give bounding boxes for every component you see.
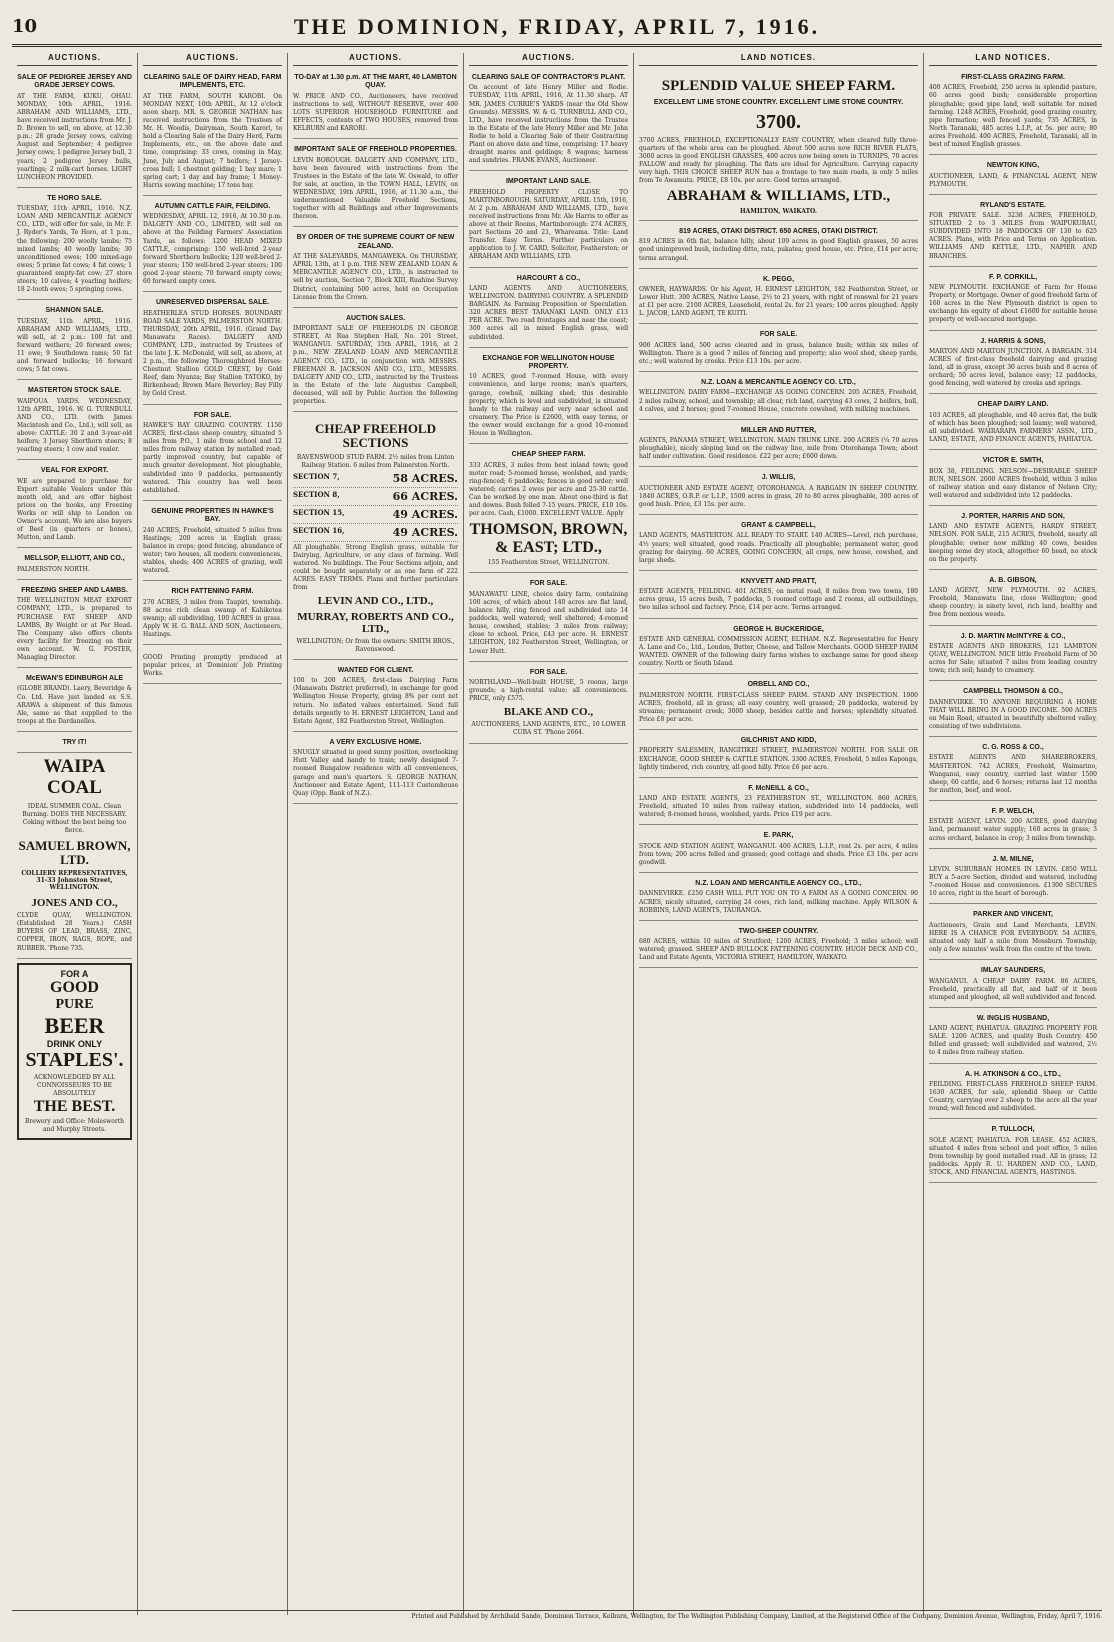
- ad-body: 270 ACRES, 3 miles from Taupiri, township. 88 acres rich clean swamp of Kahiketea swamp; all subdividing, 100 ACRES in grass. Apply W. H. G. BALL AND SON, Auctioneers, Hastings.: [143, 598, 282, 638]
- advertisement: [469, 352, 628, 445]
- advertisement: [929, 853, 1097, 905]
- ad-heading: GILCHRIST AND KIDD,: [740, 737, 817, 745]
- ad-body: SOLE AGENT, PAHIATUA. FOR LEASE. 452 ACRES, situated 4 miles from school and post office, 5 miles from township by good metalled road. All in grass; 12 paddocks. Apply R. U. HARDEN AND CO., LAND, STOCK, AND FINANCIAL AGENTS, HASTINGS.: [929, 1136, 1097, 1177]
- ad-heading: SHANNON SALE.: [45, 307, 104, 315]
- advertisement: [929, 454, 1097, 506]
- ad-heading: W. INGLIS HUSBAND,: [976, 1014, 1050, 1022]
- ad-body: LAND AGENT, PAHIATUA. GRAZING PROPERTY FOR SALE. 1200 ACRES, and quality Bush Country. 450 felled and grassed; well subdivided and watered, 2½ to 4 miles from railway station.: [929, 1025, 1097, 1057]
- advertisement: [143, 71, 282, 196]
- advertisement: [639, 273, 918, 325]
- advertisement: [929, 159, 1097, 195]
- ad-body: HAWKE'S BAY GRAZING COUNTRY. 1150 ACRES, first-class sheep country, situated 5 miles from P.O., 1 mile from school and 12 miles from railway station by metalled road; partly improved country, but capable of much greater development. Not ploughable, subdivided into 9 paddocks, permanently watered. This country has well been established.: [143, 421, 282, 494]
- ad-heading: CAMPBELL THOMSON & CO.,: [963, 688, 1063, 696]
- murray-text: WELLINGTON; Or from the owners: SMITH BROS., Ravenswood.: [296, 637, 455, 653]
- exclusive-text: SNUGLY situated in good sunny position, overlooking Hutt Valley and handy to train; newly designed 7-roomed Bungalow residence with all conveniences, garage and man's quarters. S. GEORGE NATHAN, Auctioneer and Estate Agent, 111-113 Customhouse Quay (Opp. Bank of N.Z.).: [293, 749, 458, 797]
- ad-heading: J. D. MARTIN McINTYRE & CO.,: [960, 632, 1066, 640]
- ad-heading: J. WILLIS,: [761, 474, 796, 482]
- ad-body: ESTATE AGENT, LEVIN. 200 ACRES, good dairying land, permanent water supply; 160 acres in grass; 3 acres orchard, balance in crop; 3 miles from township.: [929, 818, 1097, 842]
- ad-heading: FOR SALE.: [759, 331, 798, 339]
- advertisement: [929, 271, 1097, 331]
- ad-body: LEVIN BOROUGH. DALGETY AND COMPANY, LTD., have been favoured with instructions from the Trustees in the Estate of the late W. Oswald, to offer for sale, at auction, in the TOWN HALL, LEVIN, on WEDNESDAY, 19th APRIL, 1916, at 11.30 a.m., the undermentioned Valuable Freehold Sections, together with all Buildings and other Improvements thereon.: [293, 156, 458, 221]
- ad-body: LAND AGENT, NEW PLYMOUTH. 92 ACRES, Freehold, Manawatu line, close Wellington; good sheep country; is ninety level, rich land, healthy and free from noxious weeds.: [929, 587, 1097, 619]
- splendid-acres: 3700.: [756, 110, 801, 133]
- ad-body: LAND AND ESTATE AGENTS, HARDY STREET, NELSON. FOR SALE, 215 ACRES, freehold, nearly all ploughable; owner now milking 40 cows, besides keeping some dry stock, altogether 60 head, no stock on the property.: [929, 523, 1097, 563]
- advertisement: [929, 805, 1097, 849]
- ad-heading: MILLER AND RUTTER,: [740, 426, 817, 434]
- advertisement: [639, 877, 918, 921]
- ad-body: WE are prepared to purchase for Export suitable Vealers under this month old, and are offer highest prices on the hooks, any Freezing Works or will ship to London on Owner's account. We are also buyers of Beef (in quarters or bones), Mutton, and Lamb.: [17, 477, 132, 542]
- ad-body: TUESDAY, 11th APRIL, 1916. N.Z. LOAN AND MERCANTILE AGENCY CO., LTD., will offer for sale, in Mr. F. J. Ryder's Yards, Te Horo, at 1 p.m., the following: 200 woolly lambs; 75 mixed lambs; 40 woolly lambs; 30 unconditioned ewes; 100 mixed-age ewes; 5 prime fat cows; 4 fat cows; 1 guaranteed empty-fat cow; 27 store steers; 10 calves; 4 yearling heifers; 18 2-tooth ewes; 5 springing cows.: [17, 205, 132, 294]
- ad-body: (GLOBE BRAND). Laery, Beveridge & Co. Ltd. Have just landed ex S.S. ARAWA a shipment of this famous Ale, same as that supplied to the troops at the Dardanelles.: [17, 685, 132, 725]
- ad-heading: UNRESERVED DISPERSAL SALE.: [156, 299, 269, 307]
- sections-list: [293, 470, 458, 542]
- section-label: SECTION 15,: [293, 507, 345, 517]
- advertisement: [639, 575, 918, 619]
- ad-heading: GRANT & CAMPBELL,: [741, 522, 816, 530]
- jones-text: CLYDE QUAY, WELLINGTON. (Established 28 Years.) CASH BUYERS OF LEAD, BRASS, ZINC, COPPER, IRON, RAGS, ROPE, and RUBBER. 'Phone 735.: [17, 912, 132, 952]
- ad-body: Auctioneers, Grain and Land Merchants, LEVIN. HERE IS A CHANCE FOR EVERYBODY. 54 ACRES, situated only half a mile from Mossburn Township; only a few minutes' walk from the centre of the town.: [929, 921, 1097, 954]
- column-3: [288, 53, 464, 1615]
- ad-heading: A. B. GIBSON,: [989, 576, 1037, 584]
- ad-heading: N.Z. LOAN & MERCANTILE AGENCY CO. LTD.,: [701, 379, 856, 387]
- beer-brand: STAPLES'.: [25, 1048, 124, 1071]
- ad-body: BOX 38, FEILDING. NELSON—DESIRABLE SHEEP RUN, NELSON. 2000 ACRES freehold, within 3 miles of railway station and easy distance of Nelson City; well watered and subdivided into 12 paddocks.: [929, 467, 1097, 499]
- ad-heading: SALE OF PEDIGREE JERSEY AND GRADE JERSEY COWS.: [17, 74, 132, 90]
- advertisement: [639, 471, 918, 515]
- beer-good: GOOD: [50, 978, 99, 996]
- jones-heading: JONES AND CO.,: [31, 897, 118, 910]
- ad-body: PALMERSTON NORTH.: [17, 565, 90, 573]
- ad-heading: EXCHANGE FOR WELLINGTON HOUSE PROPERTY.: [482, 354, 615, 370]
- ad-heading: C. G. ROSS & CO.,: [982, 744, 1044, 752]
- blake-signature: BLAKE AND CO.,: [503, 706, 594, 719]
- ad-body: AT THE FARM, KUKU, OHAU. MONDAY, 10th APRIL, 1916. ABRAHAM AND WILLIAMS, LTD., have received instructions from Mr. J. D. Brown to sell, on above, at 12.30 p.m.: 28 grade Jersey cows, calving August and September; 4 pedigree Jersey cows; 1 pedigree Jersey bull, 2 years; 2 pedigree Jersey bulls, yearlings; 2 milk-cart horses. LIGHT LUNCHEON PROVIDED.: [17, 92, 132, 181]
- advertisement: [17, 672, 132, 732]
- ad-body: HEATHERLEA STUD HORSES. BOUNDARY ROAD SALE YARDS, PALMERSTON NORTH. THURSDAY, 20th APRIL, 1916. (Grand Day Manawatu Races). DALGETY AND COMPANY, LTD., instructed by Trustees of the late J. K. McDonald, will sell, as above, at 2 p.m., the following Thoroughbred Horses: Chestnut Stallion GOLD CREST, by Gold Reef, dam Nyanza; Bay Stallion TATOKO, by Birkenhead; Brown Mare Beverley; Bay Filly by Gold Crest.: [143, 309, 282, 398]
- advertisement: [293, 71, 458, 139]
- ad-list: [469, 71, 628, 444]
- column-heading: AUCTIONS.: [293, 53, 458, 66]
- ad-body: AT THE FARM, SOUTH KAROBI. On MONDAY NEXT, 10th APRIL, At 12 o'clock noon sharp. MR. S. GEORGE NATHAN has received instructions from the Trustees of Mr. H. Woodis, Dairyman, South Karori, to hold a Clearing Sale of the Dairy Herd, Farm Implements, etc., on the above date and time, comprising: 33 cows, coming in May, June, July and August; 7 heifers; 1 Jersey-cross bull; 1 chestnut gelding; 1 bay mare; 1 spring cart; 1 day and bay frame; 1 Money-Harris sowing machine; 17 tons hay.: [143, 92, 282, 189]
- ad-heading: K. PEGG,: [762, 275, 795, 283]
- section-label: SECTION 16,: [293, 525, 345, 535]
- advertisement: [17, 464, 132, 548]
- column-heading: AUCTIONS.: [469, 53, 628, 66]
- ad-list: [293, 71, 458, 412]
- ad-body: 103 ACRES, all ploughable, and 40 acres flat, the bulk of which has been ploughed; soil loamy; well watered, all subdivided. WAIRARAPA FARMERS' ASSN., LTD., LAND, ESTATE, AND FINANCE AGENTS, PAHIATUA.: [929, 411, 1097, 444]
- beer-drink-only: DRINK ONLY: [46, 1038, 103, 1049]
- wanted-text: 100 to 200 ACRES, first-class Dairying Farm (Manawatu District preferred), in exchange for good Wellington House Property, giving 8% per cent net return. No inflated values entertained. Send full details urgently to H. ERNEST LEIGHTON, Land and Estate Agent, 182 Featherston Street, Wellington.: [293, 677, 458, 725]
- ad-heading: HARCOURT & CO.,: [516, 274, 581, 282]
- ad-heading: FOR SALE.: [193, 411, 232, 419]
- ad-body: PALMERSTON NORTH. FIRST-CLASS SHEEP FARM. STAND ANY INSPECTION. 1900 ACRES, freehold, all in grass; all easy country, well grassed; 20 paddocks, watered by streams; permanent creek; 3000 sheep, besides cattle and horses; splendidly situated. Price £8 per acre.: [639, 691, 918, 723]
- ad-heading: PARKER AND VINCENT,: [973, 911, 1053, 919]
- column-heading: AUCTIONS.: [143, 53, 282, 66]
- section-acres: 49 ACRES.: [392, 525, 458, 539]
- northland-heading: FOR SALE.: [529, 668, 568, 676]
- section-acres: 49 ACRES.: [392, 507, 458, 521]
- ad-body: ESTATE AND GENERAL COMMISSION AGENT, ELTHAM. N.Z. Representative for Henry A. Lane and Co., Ltd., London, Butter, Cheese, and Tallow Merchants. GOOD SHEEP FARM WANTED. OWNER of the following dairy farms wishes to exchange same for good sheep country. North or South Island.: [639, 635, 918, 668]
- ad-body: W. PRICE AND CO., Auctioneers, have received instructions to sell, WITHOUT RESERVE, over 400 LOTS SUPERIOR HOUSEHOLD FURNITURE and EFFECTS, contents of TWO HOUSES, removed from KELBURN and KARORI.: [293, 92, 458, 133]
- ad-body: ESTATE AGENTS AND SHAREBROKERS, MASTERTON. 742 ACRES, Freehold, Waimarino, Wanganui, easy country, carried last winter 1500 sheep, 60 cattle, and 6 horses; returns last 12 months for mutton, beef, and wool.: [929, 754, 1097, 794]
- advertisement: [929, 908, 1097, 960]
- coal-text: IDEAL SUMMER COAL. Clean Burning. DOES THE NECESSARY. Coking without the best being too fierce.: [22, 803, 127, 835]
- ad-heading: J. M. MILNE,: [992, 855, 1034, 863]
- newspaper-page: [12, 10, 1102, 1620]
- newspaper-title: THE DOMINION, FRIDAY, APRIL 7, 1916.: [293, 14, 821, 39]
- beer-advert: [17, 963, 132, 1140]
- blake-address: AUCTIONEERS, LAND AGENTS, ETC., 10 LOWER CUBA ST. 'Phone 2664.: [471, 721, 626, 737]
- ad-body: AUCTIONEER AND ESTATE AGENT, OTOROHANGA. A BARGAIN IN SHEEP COUNTRY. 1840 ACRES, O.R.P. or L.I.P., 1500 acres in grass, 20 to 80 acres ploughable, 300 acres of good bush. Price, £3 15s. per acre.: [639, 484, 918, 508]
- advertisement: [293, 231, 458, 307]
- ad-body: WEDNESDAY, APRIL 12, 1916, At 10.30 p.m. DALGETY AND CO., LIMITED, will sell on above at the Feilding Farmers' Association Yards, as follows: 1200 HEAD MIXED CATTLE, comprising: 150 well-bred 2-year forward Shorthorn bullocks; 120 well-bred 2-year steers; 150 well-bred 2-year steers; 100 good 2-year steers; 70 forward empty cows; 60 forward empty cows.: [143, 213, 282, 286]
- ad-heading: AUCTION SALES.: [345, 314, 406, 322]
- advertisement: [293, 312, 458, 412]
- coal-title: WAIPA COAL: [43, 756, 106, 799]
- page-number: 10: [12, 16, 38, 37]
- ad-body: 680 ACRES, within 10 miles of Stratford; 1200 ACRES, Freehold; 3 miles school; well watered; grassed. SHEEP AND BULLOCK FATTENING COUNTRY. HUGH DECK AND CO., Land and Estate Agents, VICTORIA STREET, HAMILTON, WAIKATO.: [639, 938, 918, 962]
- section-row: [293, 524, 458, 542]
- sections-text: All ploughable. Strong English grass, suitable for Dairying, Agriculture, or any class of farming. Well watered. No buildings. The Four Sections adjoin, and could be bought separately or as one farm of 222 ACRES. EASY TERMS. Plans and further particulars from: [293, 543, 458, 592]
- advertisement: [639, 623, 918, 675]
- ad-body: WELLINGTON. DAIRY FARM—EXCHANGE AS GOING CONCERN. 205 ACRES, Freehold, 2 miles railway, school, and township; all clear, rich land, carrying 43 cows, 2 heifers, bull, 4 calves, and 2 horses; good 7-roomed House, concrete cowshed, with milking machines.: [639, 389, 918, 413]
- ad-body: DANNEVIRKE. TO ANYONE REQUIRING A HOME THAT WILL BRING IN A GOOD INCOME. 500 ACRES on Main Road, situated in beautifully sheltered valley, consisting of two subdivisions.: [929, 698, 1097, 730]
- thomson-signature: THOMSON, BROWN, & EAST; LTD.,: [469, 521, 628, 556]
- ad-body: GOOD Printing promptly produced at popular prices, at 'Dominion' Job Printing Works.: [143, 654, 282, 678]
- ad-heading: N.Z. LOAN AND MERCANTILE AGENCY CO., LTD.,: [695, 880, 862, 888]
- advertisement: [17, 384, 132, 460]
- advertisement: [17, 192, 132, 300]
- ad-heading: J. HARRIS & SONS,: [980, 337, 1046, 345]
- ad-heading: VICTOR E. SMITH,: [982, 457, 1044, 465]
- advertisement: [17, 71, 132, 188]
- advertisement: [17, 736, 132, 753]
- advertisement: [639, 925, 918, 969]
- splendid-text: 3700 ACRES, FREEHOLD, EXCEPTIONALLY EASY COUNTRY, when cleared fully three-quarters of the whole area can be ploughed. About 500 acres now RICH RIVER FLATS, 3000 acres in good ENGLISH GRASSES, 400 acres now being sown in TURNIPS, 70 acres FALLOW and ready for ploughing. The flats are ideal for Agriculture. Carrying capacity very high. THIS CHOICE SHEEP RUN has a frontage to two main roads, is only 5 miles from Te Awamutu. PRICE, £8 10s. per acre. Good terms arranged.: [639, 136, 918, 185]
- ad-body: On account of late Henry Miller and Rodie. TUESDAY, 11th APRIL, 1916, At 11.30 sharp. AT MR. JAMES CURRIE'S YARDS (near the Old Show Grounds). MESSRS. W. & G. TURNBULL AND CO., LTD., have received instructions from the Trustee in the Estate of the late Henry Miller and Mr. John Rodie to hold a Clearing Sale of their Contracting Plant on above date and time, comprising: 17 heavy draught mares and geldings; 8 wagons; harness and sundries. FRANK EVANS, Auctioneer.: [469, 84, 628, 165]
- ad-heading: RYLAND'S ESTATE.: [980, 201, 1046, 209]
- cheap-freehold-title: CHEAP FREEHOLD SECTIONS: [315, 421, 436, 451]
- section-acres: 58 ACRES.: [392, 471, 458, 485]
- ad-heading: TO-DAY at 1.30 p.m. AT THE MART, 40 LAMBTON QUAY.: [294, 74, 457, 90]
- northland-ad: [469, 666, 628, 744]
- ad-body: LAND AGENTS, MASTERTON. ALL READY TO START. 140 ACRES—Level, rich purchase, 4½ years; well situated, good roads. Practically all ploughable; permanent water, good grazing for dairying. 60 ACRES, GOING CONCERN, all crops, new house, cowshed, and large sheds.: [639, 532, 918, 564]
- beer-for-a: FOR A: [60, 968, 89, 979]
- manawatu-text: MANAWATU LINE, choice dairy farm, containing 100 acres, of which about 140 acres are flat land, balance hilly, ring fenced and subdivided into 14 paddocks, well watered; well sheltered; 4-roomed house, cowshed, stables; 3 miles from railway; close to school. Price, £43 per acre. H. ERNEST LEIGHTON, 182 Featherston Street, Wellington, or Lower Hutt.: [469, 590, 628, 655]
- ad-body: FREEHOLD PROPERTY CLOSE TO MARTINBOROUGH. SATURDAY, APRIL 15th, 1916, At 2 p.m. ABRAHAM AND WILLIAMS, LTD., have received instructions from Mr. Ale Harris to offer as above at their Rooms, Martinborough: 274 ACRES, part Sections 20 and 21, Whareama. Title: Land Transfer. Easy Terms. Further particulars on application to J. W. CARD, Solicitor, Featherston; or ABRAHAM AND WILLIAMS, LTD.: [469, 188, 628, 261]
- advertisement: [929, 630, 1097, 682]
- ad-heading: F. McNEILL & CO.,: [748, 784, 809, 792]
- ad-body: 900 ACRES land, 500 acres cleared and in grass, balance bush; within six miles of Wellington. There is a good 7 miles of fencing and property; also wool shed, sheep yards, etc.; well watered by creeks. Price £13 10s. per acre.: [639, 341, 918, 365]
- ad-heading: F. P. WELCH,: [991, 807, 1035, 815]
- ad-heading: 819 ACRES, OTAKI DISTRICT. 650 ACRES, OTAKI DISTRICT.: [679, 227, 878, 235]
- ad-heading: TRY IT!: [62, 738, 87, 746]
- ad-heading: ORBELL AND CO.,: [747, 681, 810, 689]
- thomson-address: 155 Featherston Street, WELLINGTON.: [487, 559, 610, 567]
- ad-heading: VEAL FOR EXPORT.: [40, 467, 109, 475]
- ad-body: OWNER, HAYWARDS. Or his Agent, H. ERNEST LEIGHTON, 182 Featherston Street, or Lower Hutt. 300 ACRES, Native Lease, 2½ to 21 years, with right of renewal for 21 years at £1 per acre. 2100 ACRES, Leasehold, rental 2s. for 21 years; 100 acres ploughed. Apply L. JACOB, LAND AGENT, TE KUITI.: [639, 286, 918, 318]
- splendid-title: SPLENDID VALUE SHEEP FARM.: [661, 78, 896, 94]
- ad-body: 400 ACRES, Freehold, 250 acres in splendid pasture, 60 acres good bush; considerable proportion ploughable; good pipe land, well suitable for mixed farming. 1248 ACRES, Freehold, good grazing country, pipe formation; well fenced yards; 735 ACRES, in North Taranaki, 485 acres L.I.P., at 5s. per acre; 80 acres Freehold. 400 ACRES, Freehold, Taranaki, all in best of mixed English grasses.: [929, 84, 1097, 149]
- manawatu-heading: FOR SALE.: [529, 580, 568, 588]
- column-heading: LAND NOTICES.: [929, 53, 1097, 66]
- ad-list: [639, 225, 918, 968]
- beer-word: BEER: [44, 1012, 105, 1038]
- ad-body: TUESDAY, 11th APRIL, 1916. ABRAHAM AND WILLIAMS, LTD., will sell, at 2 p.m.: 100 fat and forward wethers; 20 forward ewes; 11 ewe; 9 Southdown rams; 50 fat and forward bullocks; 16 forward cows; 5 fat cows.: [17, 317, 132, 374]
- column-heading: AUCTIONS.: [17, 53, 132, 66]
- column-1: [12, 53, 138, 1615]
- advertisement: [143, 200, 282, 292]
- advertisement: [143, 505, 282, 581]
- beer-best: THE BEST.: [33, 1097, 116, 1115]
- splendid-value-ad: [639, 71, 918, 221]
- exclusive-home-ad: [293, 736, 458, 804]
- section-acres: 66 ACRES.: [392, 489, 458, 503]
- ad-list: [143, 71, 282, 684]
- ad-heading: A. H. ATKINSON & CO., LTD.,: [965, 1070, 1061, 1078]
- ad-heading: F. P. CORKILL,: [988, 273, 1038, 281]
- column-heading: LAND NOTICES.: [639, 53, 918, 66]
- ad-heading: E. PARK,: [763, 832, 794, 840]
- section-row: [293, 506, 458, 524]
- advertisement: [639, 376, 918, 420]
- ad-heading: GEORGE H. BUCKERIDGE,: [733, 625, 824, 633]
- column-6: [924, 53, 1102, 1615]
- column-2: [138, 53, 288, 1615]
- coal-address: COLLIERY REPRESENTATIVES, 31-33 Johnston Street, WELLINGTON.: [21, 870, 128, 892]
- levin-signature: LEVIN AND CO., LTD.,: [317, 595, 434, 608]
- advertisement: [143, 296, 282, 404]
- ad-body: WANGANUI. A CHEAP DAIRY FARM. 86 ACRES, Freehold, practically all flat, and half of it been stumped and ploughed, all well subdivided and fenced.: [929, 977, 1097, 1001]
- manawatu-ad: [469, 577, 628, 661]
- abraham-signature: ABRAHAM & WILLIAMS, LTD.,: [666, 188, 891, 205]
- jones-ad: [17, 891, 132, 959]
- masthead: [12, 10, 1102, 47]
- ad-heading: CLEARING SALE OF DAIRY HEAD, FARM IMPLEMENTS, ETC.: [143, 74, 282, 90]
- cheap-sheep-heading: CHEAP SHEEP FARM.: [511, 451, 586, 459]
- ad-heading: McEWAN'S EDINBURGH ALE: [25, 675, 124, 683]
- ad-body: 819 ACRES in 6th flat, balance hilly, about 109 acres in good English grasses, 50 acres good unimproved bush, including ditto, rata, pukatea; good house, etc. Price, £14 per acre; terms arranged.: [639, 238, 918, 262]
- cheap-freehold-ad: [293, 416, 458, 660]
- advertisement: [17, 584, 132, 668]
- ad-heading: RICH FATTENING FARM.: [171, 588, 254, 596]
- splendid-sub: EXCELLENT LIME STONE COUNTRY. EXCELLENT LIME STONE COUNTRY.: [653, 98, 904, 106]
- ad-heading: TE HORO SALE.: [47, 194, 102, 202]
- ad-heading: GENUINE PROPERTIES IN HAWKE'S BAY.: [151, 507, 274, 524]
- ad-body: WAIPOUA YARDS. WEDNESDAY, 12th APRIL, 1916. W. G. TURNBULL AND CO., LTD. (with James Macintosh and Co., Ltd.), will sell, as above: CATTLE: 30 2 and 3-year-old heifers; 3 Jersey Shorthorn steers; 8 yearling steers; 1 cow and vealer.: [17, 397, 132, 454]
- advertisement: [929, 335, 1097, 395]
- coal-signature: SAMUEL BROWN, LTD.: [18, 837, 131, 867]
- ad-heading: NEWTON KING,: [986, 162, 1040, 170]
- advertisement: [143, 649, 282, 684]
- advertisement: [929, 398, 1097, 450]
- cheap-sheep-ad: [469, 448, 628, 573]
- advertisement: [639, 225, 918, 269]
- section-label: SECTION 8,: [293, 489, 340, 499]
- section-row: [293, 488, 458, 506]
- advertisement: [143, 585, 282, 645]
- murray-signature: MURRAY, ROBERTS AND CO., LTD.,: [297, 610, 454, 635]
- ad-heading: AUTUMN CATTLE FAIR, FEILDING.: [154, 202, 271, 210]
- ad-heading: IMPORTANT SALE OF FREEHOLD PROPERTIES.: [294, 146, 457, 154]
- ad-body: PROPERTY SALESMEN, RANGITIKEI STREET, PALMERSTON NORTH. FOR SALE OR EXCHANGE, GOOD SHEEP & CATTLE STATION. 3300 ACRES, Freehold, 5 miles Kaponga, lightly timbered, rich country, all good hilly. Price £6 per acre.: [639, 747, 918, 771]
- ad-list: [929, 71, 1097, 1183]
- advertisement: [17, 552, 132, 579]
- advertisement: [929, 1123, 1097, 1183]
- ad-body: 240 ACRES, Freehold, situated 5 miles from Hastings; 200 acres in English grass; balance in crops; good fencing, abundance of water; two houses, all modern conveniences, stables, sheds; 400 ACRES of grazing, well watered.: [143, 526, 282, 575]
- ad-body: AT THE SALEYARDS, MANGAWEKA. On THURSDAY, APRIL 13th, at 1 p.m. THE NEW ZEALAND LOAN & MERCANTILE AGENCY CO., LTD., is instructed to sell by auction, Section 7, Block XIII, Ruahine Survey District, containing 500 acres, held on Occupation License from the Crown.: [293, 253, 458, 301]
- advertisement: [639, 734, 918, 778]
- ad-body: FEILDING. FIRST-CLASS FREEHOLD SHEEP FARM. 1630 ACRES, for sale, splendid Sheep or Cattle Country, carrying over 2 sheep to the acre all the year round; well fenced and subdivided.: [929, 1080, 1097, 1113]
- advertisement: [929, 685, 1097, 737]
- ad-body: ESTATE AGENTS AND BROKERS, 121 LAMBTON QUAY, WELLINGTON. NICE little Freehold Farm of 50 acres for Sale; situated 7 miles from leading country town; rich soil; handy to creamery.: [929, 642, 1097, 675]
- ad-body: AGENTS, PANAMA STREET, WELLINGTON. MAIN TRUNK LINE. 200 ACRES (¼ 70 acres ploughable), nicely sloping land on the railway line, mile from Otorohanga Town; about half under cultivation. Good residence. £22 per acre; £600 down.: [639, 437, 918, 461]
- advertisement: [929, 964, 1097, 1008]
- ad-body: FOR PRIVATE SALE. 3238 ACRES, FREEHOLD, SITUATED 2 to 3 MILES from WAIPUKURAU, SUBDIVIDED INTO 18 PADDOCKS OF 130 to 625 ACRES. Plans, with Price and Terms on Application. WILLIAMS AND KETTLE, LTD., NAPIER AND BRANCHES.: [929, 212, 1097, 260]
- ad-heading: MELLSOP, ELLIOTT, AND CO.,: [24, 555, 125, 563]
- advertisement: [929, 741, 1097, 801]
- advertisement: [469, 272, 628, 348]
- advertisement: [929, 574, 1097, 626]
- advertisement: [929, 199, 1097, 267]
- ad-heading: FIRST-CLASS GRAZING FARM.: [961, 74, 1065, 81]
- advertisement: [17, 304, 132, 380]
- ad-heading: IMPORTANT LAND SALE.: [505, 178, 592, 186]
- advertisement: [929, 510, 1097, 570]
- ad-body: ESTATE AGENTS, FEILDING. 401 ACRES, on metal road, 8 miles from two towns, 180 acres grass, 15 acres bush, 7 paddocks, 5 roomed cottage and 2 rooms, all outbuildings, two miles school and factory. Price, £14 per acre. Terms arranged.: [639, 588, 918, 612]
- section-label: SECTION 7,: [293, 471, 340, 481]
- advertisement: [469, 71, 628, 171]
- advertisement: [639, 519, 918, 571]
- cheap-sheep-text: 333 ACRES, 3 miles from best inland town; good motor road; 5-roomed house, woolshed, and yards; ring-fenced; 6 paddocks; fences in good order; well watered; carries 2 ewes per acre and 25-30 cattle. Can be worked by one man. About one-third is flat and downs. Bush felled 7-15 years. PRICE, £10 10s. per acre. Cash, £1000. EXCELLENT VALUE. Apply: [469, 461, 628, 518]
- advertisement: [469, 175, 628, 267]
- advertisement: [639, 328, 918, 372]
- columns: [12, 53, 1102, 1615]
- advertisement: [929, 71, 1097, 155]
- ad-body: LAND AGENTS AND AUCTIONEERS, WELLINGTON. DAIRYING COUNTRY. A SPLENDID BARGAIN. As Farming Proposition or Speculation. 320 ACRES BEST TARANAKI LAND. ONLY £13 PER ACRE. Two road frontages and near the coast; 300 acres all in mixed English grass, well subdivided.: [469, 284, 628, 341]
- ad-heading: FREEZING SHEEP AND LAMBS.: [21, 586, 128, 594]
- ad-heading: TWO-SHEEP COUNTRY.: [738, 927, 819, 935]
- abraham-address: HAMILTON, WAIKATO.: [739, 207, 817, 215]
- advertisement: [293, 143, 458, 227]
- ad-heading: KNYVETT AND PRATT,: [740, 577, 817, 585]
- ad-body: NEW PLYMOUTH. EXCHANGE of Farm for House Property, or Mortgage. Owner of good freehold farm of 160 acres in the New Plymouth district is open to exchange his equity of about £1600 for suitable house property or well-secured mortgage.: [929, 284, 1097, 324]
- ad-body: 10 ACRES, good 7-roomed House, with every convenience, and large rooms; man's quarters, garage, cowbail, milking shed; this desirable property, which is level and subdivided, is situated handy to the railway and very near school and creamery. The Price is £2600, with easy terms, or the owner would exchange for a good 10-roomed House in Wellington.: [469, 373, 628, 438]
- ad-heading: IMLAY SAUNDERS,: [980, 967, 1046, 975]
- beer-acknowledged: ACKNOWLEDGED BY ALL CONNOISSEURS TO BE ABSOLUTELY: [33, 1073, 116, 1097]
- ad-body: AUCTIONEER, LAND, & FINANCIAL AGENT, NEW PLYMOUTH.: [929, 172, 1097, 188]
- column-4: [464, 53, 634, 1615]
- ad-body: LAND AND ESTATE AGENTS, 23 FEATHERSTON ST., WELLINGTON. 860 ACRES, Freehold, situated 10 miles from railway station, subdivided into 14 paddocks, well watered; 8-roomed house, woolshed, yards. Price £19 per acre.: [639, 795, 918, 819]
- beer-pure: PURE: [55, 996, 94, 1012]
- advertisement: [929, 1068, 1097, 1120]
- ad-list: [17, 71, 132, 753]
- advertisement: [639, 782, 918, 826]
- imprint-footer: Printed and Published by Archibald Sando, Dominion Terrace, Kelburn, Wellington, for The Wellington Publishing Company, Limited, at the Registered Office of the Company, Dominion Avenue, Wellington, Friday, April 7, 1916.: [12, 1610, 1102, 1620]
- advertisement: [929, 1012, 1097, 1064]
- ad-heading: CLEARING SALE OF CONTRACTOR'S PLANT.: [471, 74, 626, 81]
- advertisement: [639, 829, 918, 873]
- column-5: [634, 53, 924, 1615]
- section-row: [293, 470, 458, 488]
- wanted-client-ad: [293, 664, 458, 732]
- wanted-heading: WANTED FOR CLIENT.: [337, 666, 414, 674]
- ad-heading: J. PORTER, HARRIS AND SON,: [961, 512, 1065, 520]
- ad-body: STOCK AND STATION AGENT, WANGANUI. 400 ACRES, L.I.P., rent 2s. per acre, 4 miles from town; 200 acres felled and grassed; good cottage and sheds. Price £3 10s. per acre goodwill.: [639, 842, 918, 866]
- ad-body: DANNEVIRKE. £250 CASH WILL PUT YOU ON TO A FARM AS A GOING CONCERN. 90 ACRES, nicely situated, carrying 24 cows, rich land, milking machine. Apply WILSON & ROBBINS, LAND AGENTS, TAURANGA.: [639, 890, 918, 914]
- ad-body: THE WELLINGTON MEAT EXPORT COMPANY, LTD., is prepared to PURCHASE FAT SHEEP AND LAMBS, By Weight or at Per Head. The Company also offers clients every facility for freezing on their own account. W. G. FOSTER, Managing Director.: [17, 597, 132, 661]
- ad-heading: BY ORDER OF THE SUPREME COURT OF NEW ZEALAND.: [296, 234, 455, 250]
- advertisement: [143, 409, 282, 501]
- exclusive-heading: A VERY EXCLUSIVE HOME.: [329, 738, 422, 746]
- ad-heading: CHEAP DAIRY LAND.: [977, 401, 1049, 409]
- advertisement: [639, 678, 918, 730]
- cheap-freehold-sub: RAVENSWOOD STUD FARM. 2½ miles from Linton Railway Station. 6 miles from Palmerston North.: [296, 453, 455, 469]
- northland-text: NORTHLAND—Well-built HOUSE, 5 rooms, large grounds; a high-rental value; all conveniences. PRICE, only £575.: [469, 679, 628, 703]
- advertisement: [639, 424, 918, 468]
- ad-body: IMPORTANT SALE OF FREEHOLDS IN GEORGE STREET, At Rua Stephen Hall, No. 201 Street, WANGANUI. SATURDAY, 15th APRIL, 1916, at 2 p.m., NEW ZEALAND LOAN AND MERCANTILE AGENCY CO., LTD., in conjunction with MESSRS. FREEMAN R. JACKSON AND CO., LTD., MESSRS. DALGETY AND CO., LTD., instructed by the Trustees in the Estate of the late Augustus Campbell, deceased, will sell by Public Auction the following properties.: [293, 325, 458, 405]
- ad-heading: P. TULLOCH,: [991, 1126, 1035, 1134]
- ad-heading: MASTERTON STOCK SALE.: [27, 387, 122, 395]
- beer-brewery: Brewery and Office: Molesworth and Murphy Streets.: [24, 1117, 124, 1134]
- ad-body: LEVIN. SUBURBAN HOMES IN LEVIN. £850 WILL BUY a 5-acre Section, divided and watered, including 7-roomed House and conveniences. £1300 SECURES 10 acres, right in the heart of borough.: [929, 866, 1097, 898]
- ad-body: MARTON AND MARTON JUNCTION. A BARGAIN. 314 ACRES of first-class freehold dairying and grazing land, all in grass, except 30 acres bush and 8 acres of orchard; 50 acres level, balance easy; 12 paddocks, good fencing, well watered by creeks and springs.: [929, 347, 1097, 388]
